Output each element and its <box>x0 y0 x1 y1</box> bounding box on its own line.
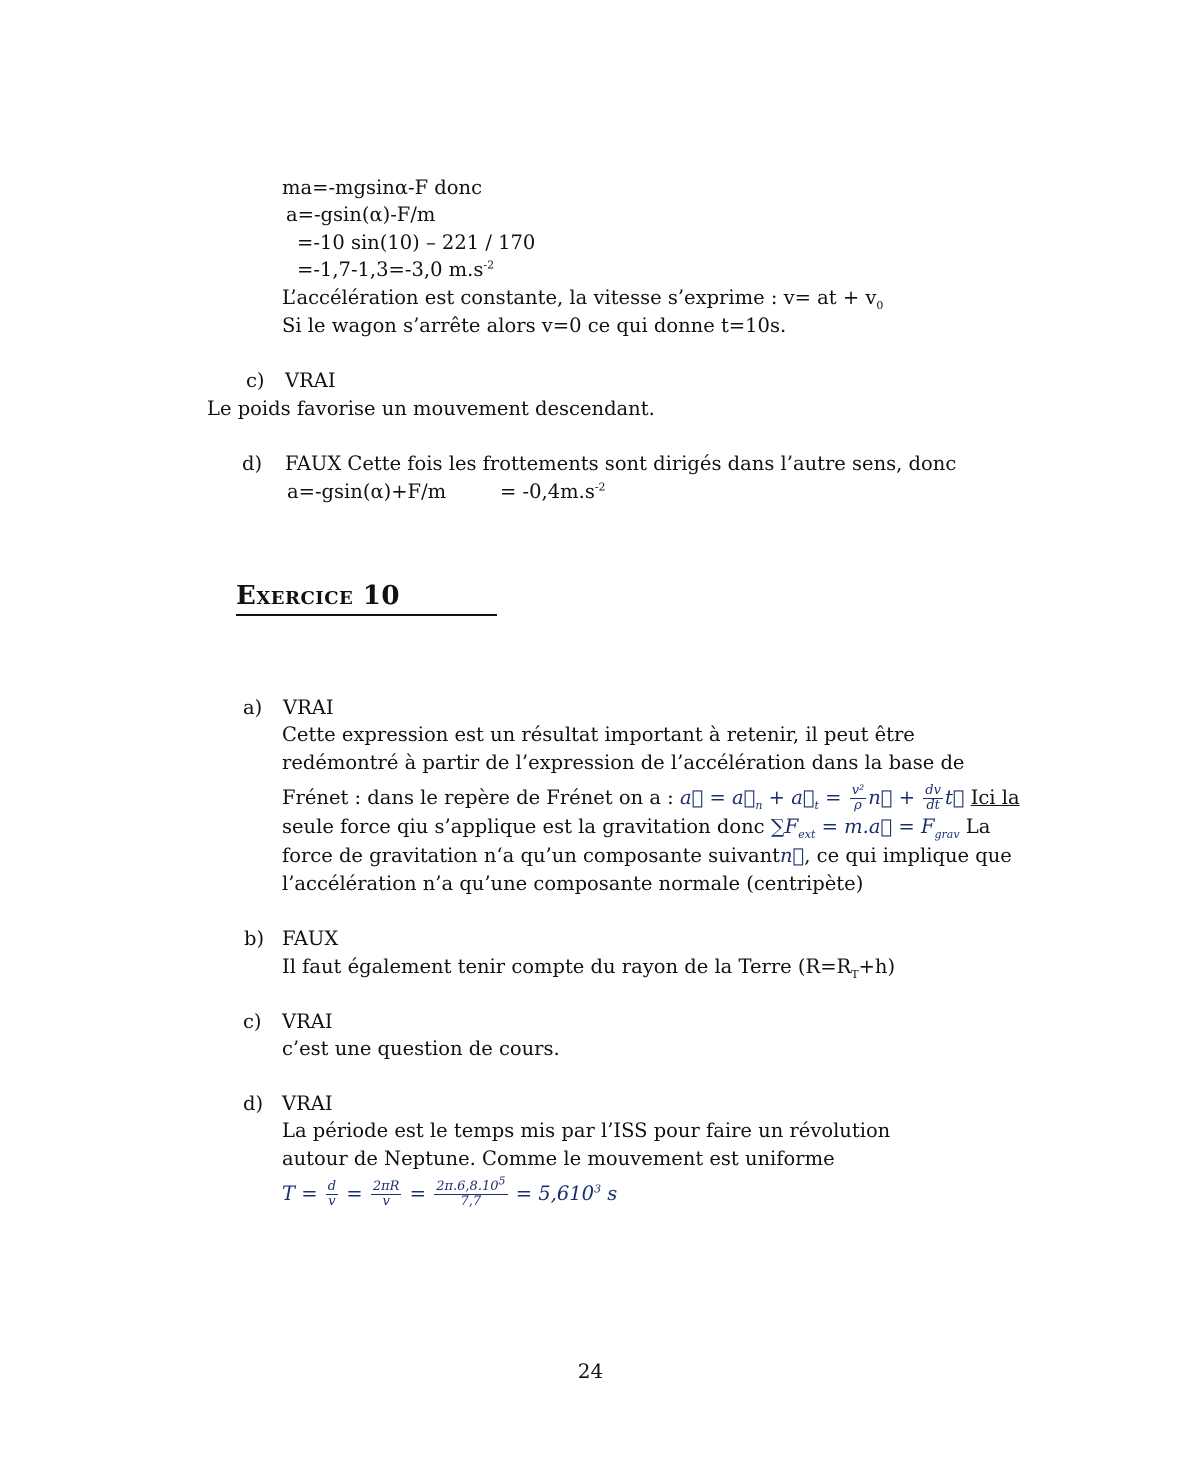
text-line: c’est une question de cours. <box>282 1037 560 1060</box>
text-line: L’accélération est constante, la vitesse s’exprime : v= at + $v_0$ <box>282 286 884 312</box>
equation-line: =-10 sin(10) – 221 / 170 <box>297 231 536 254</box>
exercise-title: Exercice 10 <box>236 581 400 611</box>
equation-line: ma=-mgsinα-F donc <box>282 176 483 199</box>
item-verdict: VRAI <box>282 1092 333 1115</box>
item-verdict: VRAI <box>283 696 334 719</box>
item-verdict: VRAI <box>285 369 336 392</box>
page-number: 24 <box>577 1359 604 1383</box>
text-line: Il faut également tenir compte du rayon de la Terre $(R=R_T+h)$ <box>282 955 896 981</box>
item-verdict: VRAI <box>282 1010 333 1033</box>
item-verdict: FAUX <box>282 927 339 950</box>
text-line: redémontré à partir de l’expression de l’accélération dans la base de <box>282 751 965 774</box>
text-line: force de gravitation n‘a qu’un composante suivantn⃗, ce qui implique que <box>282 844 1012 867</box>
gravitation-formula: $\sum F_{ext}$ = m.a⃗ = $F_{grav}$ <box>770 815 960 841</box>
text-line: Cette expression est un résultat important à retenir, il peut être <box>282 723 915 746</box>
text-line: seule force qiu s’applique est la gravitation donc $\sum F_{ext}$ = m.a⃗ = $F_{grav}$ La <box>282 815 991 841</box>
period-formula: T = $\frac{d}{v}$ = $\frac{2\pi R}{v}$ = $\frac{2\pi.6,8.10^5}{7,7}$ = 5,610$^3$ s <box>282 1174 618 1209</box>
text-line: FAUX Cette fois les frottements sont dirigés dans l’autre sens, donc <box>285 452 957 475</box>
equation-line: =-1,7-1,3=-3,0 $m.s^{-2}$ <box>297 258 495 281</box>
equation-line: a=-gsin(α)-F/m <box>286 203 436 226</box>
item-letter: d) <box>243 1092 264 1115</box>
text-line: Frénet : dans le repère de Frénet on a : a⃗ = $a⃗_n$ + $a⃗_t$ = $\frac{\text{v²}}{\rho}$ n⃗ + $\frac{dv}{dt}$ t⃗ Ici la <box>282 783 1020 813</box>
text-line: Le poids favorise un mouvement descendant. <box>207 397 655 420</box>
text-line: autour de Neptune. Comme le mouvement est uniforme <box>282 1147 835 1170</box>
equation-line: a=-gsin(α)+F/m <box>287 480 447 503</box>
text-line: Si le wagon s’arrête alors v=0 ce qui donne t=10s. <box>282 314 787 337</box>
text-line: La période est le temps mis par l’ISS pour faire un révolution <box>282 1119 891 1142</box>
item-letter: c) <box>246 369 265 392</box>
item-letter: a) <box>243 696 263 719</box>
item-letter: c) <box>243 1010 262 1033</box>
equation-line: = $-0,4m.s^{-2}$ <box>500 480 606 503</box>
text-line: l’accélération n’a qu’une composante normale (centripète) <box>282 872 864 895</box>
title-underline <box>236 614 497 616</box>
item-letter: b) <box>244 927 265 950</box>
item-letter: d) <box>242 452 263 475</box>
frenet-formula: a⃗ = $a⃗_n$ + $a⃗_t$ = $\frac{\text{v²}}{\rho}$ n⃗ + $\frac{dv}{dt}$ t⃗ <box>679 783 965 813</box>
